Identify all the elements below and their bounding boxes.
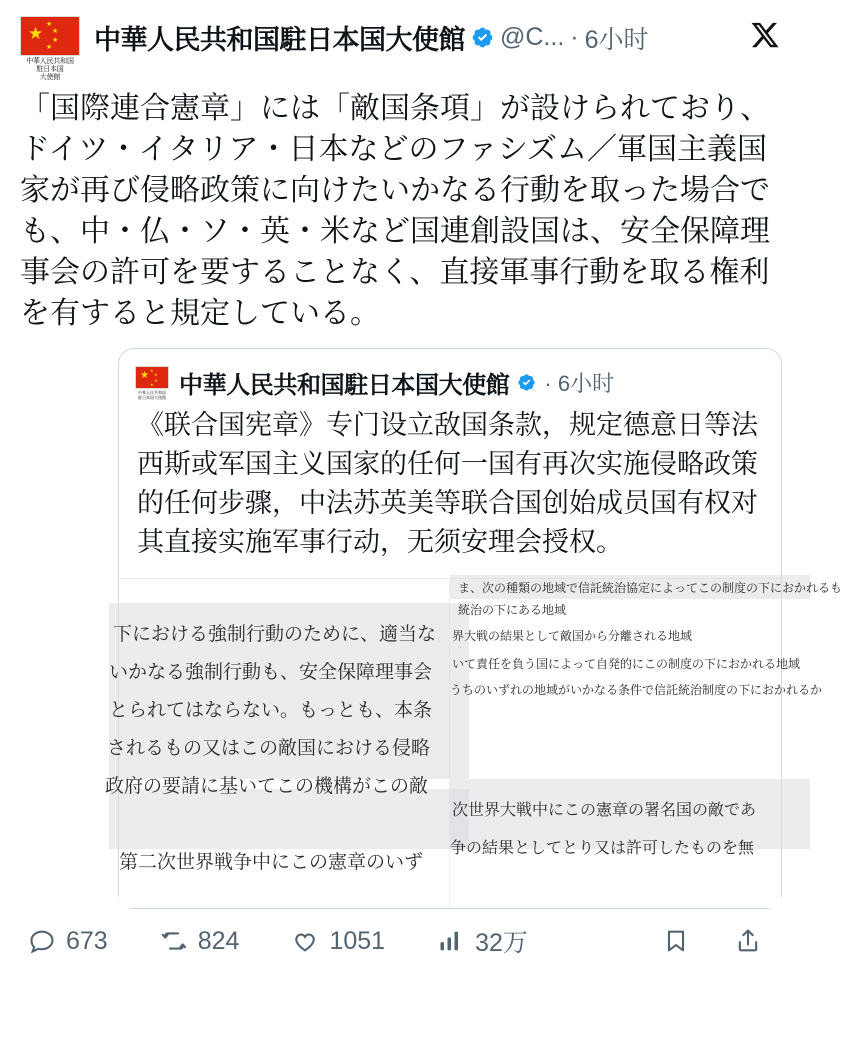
reply-count: 673 [66, 926, 108, 955]
verified-badge-icon [471, 26, 494, 49]
share-icon [734, 927, 762, 955]
timestamp[interactable]: 6小时 [584, 25, 649, 54]
avatar-caption [18, 58, 82, 82]
document-line: 下における強制行動のために、適当な [113, 623, 437, 645]
tweet-header [18, 14, 782, 82]
document-line: いかなる強制行動も、安全保障理事会 [109, 661, 433, 683]
document-highlight-band [109, 789, 469, 849]
reply-action[interactable] [28, 927, 108, 956]
quoted-display-name[interactable]: 中華人民共和国駐日本国大使館 [179, 372, 510, 399]
avatar-caption-line3: 大使館 [39, 74, 61, 81]
avatar[interactable] [18, 16, 82, 82]
bookmark-icon [662, 927, 690, 955]
quoted-tweet-text: 《联合国宪章》专门设立敌国条款，规定德意日等法西斯或军国主义国家的任何一国有再次实施侵略政策的任何步骤，中法苏英美等联合国创始成员国有权对其直接实施军事行动，无须安理会授权。 [137, 410, 758, 557]
retweet-count: 824 [197, 926, 240, 955]
views-count: 32万 [475, 929, 528, 957]
verified-badge-icon [517, 373, 536, 392]
separator-dot: · [570, 23, 579, 51]
quoted-avatar-caption-line1: 中華人民共和国 [138, 389, 166, 395]
x-logo-icon[interactable] [750, 20, 782, 55]
like-count: 1051 [329, 926, 386, 955]
china-flag-icon: ★ ★ ★ ★ ★ [20, 16, 80, 56]
retweet-action[interactable] [160, 927, 240, 956]
document-line: 政府の要請に基いてこの機構がこの敵 [105, 775, 429, 797]
document-line: いて責任を負う国によって自発的にこの制度の下におかれる地域 [452, 657, 801, 671]
quoted-avatar-caption-line2: 駐日本国大使館 [138, 394, 166, 400]
china-flag-icon: ★ ★ ★ ★ ★ [135, 366, 169, 389]
document-line: 統治の下にある地域 [458, 603, 567, 617]
handle[interactable]: @C... [500, 23, 565, 51]
tweet-actions [18, 909, 782, 971]
like-action[interactable] [291, 927, 385, 956]
retweet-icon [160, 927, 188, 955]
document-line: 争の結果としてとり又は許可したものを無 [450, 838, 755, 857]
document-line: 第二次世界戦争中にこの憲章のいず [119, 851, 424, 873]
tweet-text: 「国際連合憲章」には「敵国条項」が設けられており、ドイツ・イタリア・日本などのファシズム／軍国主義国家が再び侵略政策に向けたいかなる行動を取った場合でも、中・仏・ソ・英・米など国連創設国は、安全保障理事会の許可を要することなく、直接軍事行動を取る権利を有すると規定している。 [20, 92, 770, 330]
avatar-caption-line2: 駐日本国 [36, 66, 64, 73]
display-name[interactable]: 中華人民共和国駐日本国大使館 [94, 25, 465, 55]
document-line: 界大戦の結果として敵国から分離される地域 [452, 629, 693, 643]
share-action[interactable] [734, 927, 772, 955]
tweet-header-line [94, 14, 782, 57]
document-image-right[interactable] [450, 579, 842, 908]
quoted-tweet[interactable] [105, 348, 842, 909]
like-icon [291, 927, 319, 955]
document-line: とられてはならない。もっとも、本条 [109, 699, 433, 721]
bookmark-action[interactable] [662, 927, 700, 955]
document-image-left[interactable] [105, 579, 450, 908]
views-icon [437, 927, 465, 955]
quoted-avatar-caption [138, 390, 166, 400]
views-action[interactable] [437, 923, 528, 959]
document-line: されるもの又はこの敵国における侵略 [107, 737, 431, 759]
avatar-caption-line1: 中華人民共和国 [26, 58, 74, 65]
document-line: ま、次の種類の地域で信託統治協定によってこの制度の下におかれるも [458, 581, 842, 595]
reply-icon [28, 927, 56, 955]
quoted-media[interactable] [105, 578, 842, 908]
quoted-timestamp: · 6小时 [544, 371, 615, 396]
quoted-avatar[interactable] [133, 366, 171, 400]
document-line: うちのいずれの地域がいかなる条件で信託統治制度の下におかれるか [450, 683, 823, 697]
document-line: 次世界大戦中にこの憲章の署名国の敵であ [452, 800, 757, 819]
quoted-tweet-header [119, 349, 781, 404]
